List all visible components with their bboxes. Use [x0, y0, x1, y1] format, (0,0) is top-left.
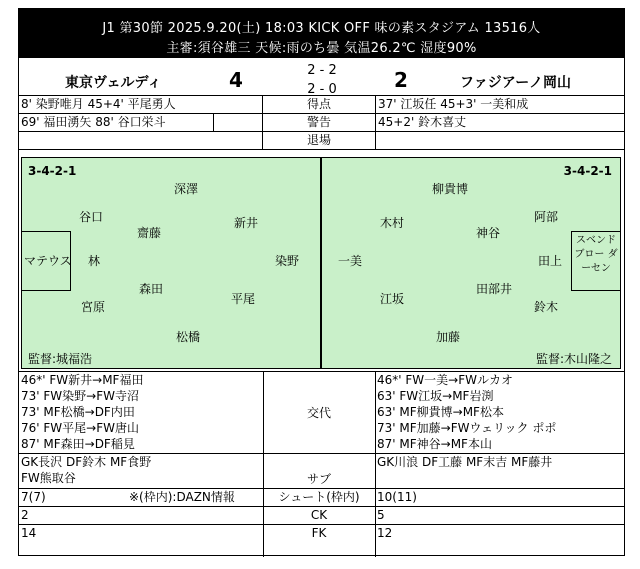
match-header	[19, 9, 624, 58]
away-player: 田部井	[476, 282, 513, 296]
away-player: 神谷	[476, 226, 501, 240]
list-item: FW熊取谷	[21, 471, 76, 485]
away-fk: 12	[377, 526, 393, 540]
list-item: 76' FW平尾→FW唐山	[21, 421, 139, 435]
home-player: 林	[88, 254, 101, 268]
referee-weather: 主審:須谷雄三 天候:雨のち曇 気温26.2℃ 湿度90%	[166, 41, 477, 56]
shots-note: ※(枠内):DAZN情報	[129, 490, 235, 504]
away-player: 加藤	[436, 330, 461, 344]
away-player: 鈴木	[534, 300, 559, 314]
list-item: GK長沢 DF鈴木 MF食野	[21, 455, 152, 469]
home-shots: 7(7) ※(枠内):DAZN情報	[21, 490, 235, 504]
home-player: 深澤	[174, 182, 199, 196]
away-pitch	[321, 157, 621, 369]
list-item: GK川浪 DF工藤 MF末吉 MF藤井	[377, 455, 553, 469]
cautions-row	[19, 113, 624, 131]
home-goals: 8' 染野唯月 45+4' 平尾勇人	[19, 96, 263, 113]
home-system: 3-4-2-1	[28, 164, 77, 178]
away-player: 柳貴博	[432, 182, 469, 196]
list-item: 73' FW染野→FW寺沼	[21, 389, 139, 403]
home-pitch	[21, 157, 321, 369]
ck-label: CK	[310, 508, 328, 522]
home-manager: 監督:城福浩	[28, 352, 93, 366]
fk-label: FK	[311, 526, 327, 540]
home-gk: マテウス	[24, 254, 72, 268]
list-item: 87' MF森田→DF稲見	[21, 437, 135, 451]
away-score: 2	[394, 68, 408, 92]
goals-row	[19, 95, 624, 113]
home-score: 4	[229, 68, 243, 92]
away-cautions: 45+2' 鈴木喜丈	[375, 114, 624, 131]
away-system: 3-4-2-1	[563, 164, 612, 178]
empty-cell	[213, 114, 264, 131]
home-cautions: 69' 福田湧矢 88' 谷口栄斗	[19, 114, 263, 131]
home-fk: 14	[21, 526, 37, 540]
away-goals: 37' 江坂任 45+3' 一美和成	[375, 96, 624, 113]
away-manager: 監督:木山隆之	[535, 352, 612, 366]
away-player: 一美	[338, 254, 363, 268]
away-ck: 5	[377, 508, 385, 522]
home-penalty-box	[21, 231, 71, 291]
list-item: 87' MF神谷→MF本山	[377, 437, 492, 451]
bench-label: サブ	[306, 472, 331, 486]
list-item: 46*' FW新井→MF福田	[21, 373, 144, 387]
first-half-score: 2 - 2	[307, 63, 337, 78]
away-bench	[375, 454, 624, 470]
away-player: 田上	[538, 254, 563, 268]
home-player: 谷口	[79, 210, 104, 224]
home-player: 平尾	[231, 292, 256, 306]
shots-label: シュート(枠内)	[278, 490, 360, 504]
home-player: 松橋	[176, 330, 201, 344]
home-player: 染野	[275, 254, 300, 268]
away-player: 阿部	[534, 210, 559, 224]
home-player: 新井	[234, 216, 259, 230]
cautions-label: 警告	[306, 115, 331, 129]
away-team-name: ファジアーノ岡山	[460, 75, 572, 91]
sendoffs-row	[19, 131, 624, 150]
match-info: J1 第30節 2025.9.20(土) 18:03 KICK OFF 味の素スタジアム 13516人	[102, 21, 541, 36]
home-bench	[19, 454, 263, 486]
second-half-score: 2 - 0	[307, 82, 337, 97]
away-penalty-box	[571, 231, 621, 291]
home-player: 齋藤	[137, 226, 162, 240]
home-subs	[19, 372, 263, 452]
match-report	[18, 8, 625, 556]
away-sendoffs	[375, 132, 624, 149]
list-item: 63' MF柳貴博→MF松本	[377, 405, 504, 419]
list-item: 63' FW江坂→MF岩渕	[377, 389, 494, 403]
home-ck: 2	[21, 508, 29, 522]
home-sendoffs	[19, 132, 263, 149]
home-player: 宮原	[81, 300, 106, 314]
away-shots: 10(11)	[377, 490, 417, 504]
home-player: 森田	[139, 282, 164, 296]
away-player: 木村	[380, 216, 405, 230]
home-team-name: 東京ヴェルディ	[65, 75, 162, 91]
list-item: 73' MF加藤→FWウェリック ポポ	[377, 421, 557, 435]
sendoffs-label: 退場	[306, 133, 331, 147]
list-item: 46*' FW一美→FWルカオ	[377, 373, 513, 387]
away-player: 江坂	[380, 292, 405, 306]
subs-label: 交代	[306, 406, 331, 420]
away-gk: スベンド ブロー ダーセン	[574, 235, 618, 274]
goals-label: 得点	[306, 97, 331, 111]
list-item: 73' MF松橋→DF内田	[21, 405, 135, 419]
away-subs	[375, 372, 624, 452]
